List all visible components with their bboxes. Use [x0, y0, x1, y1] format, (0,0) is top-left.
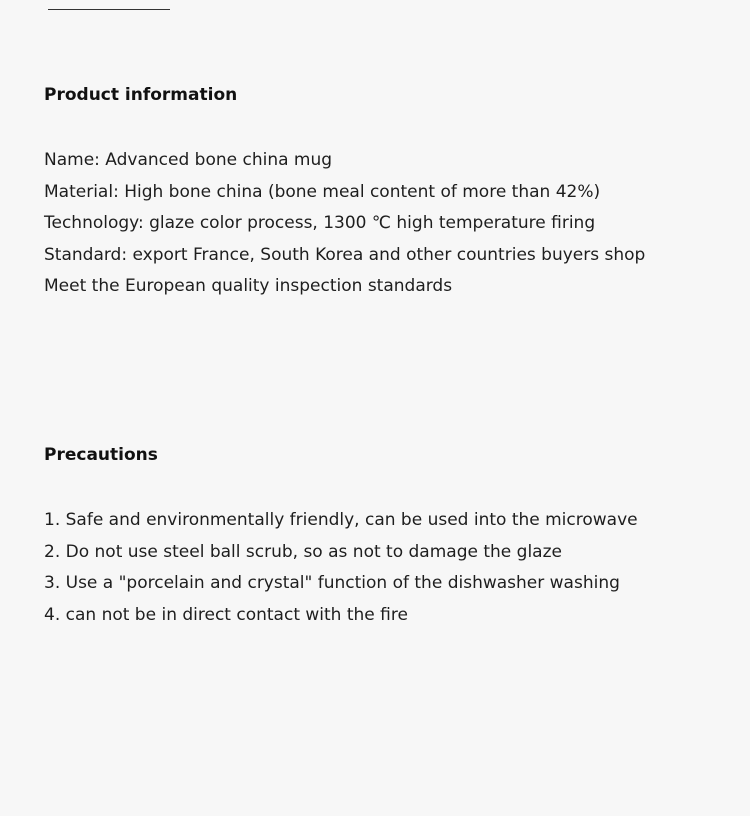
precautions-heading: Precautions	[44, 445, 158, 465]
precaution-item: 1. Safe and environmentally friendly, can be used into the microwave	[44, 510, 638, 530]
precautions-section	[44, 442, 724, 631]
precautions-list	[44, 505, 724, 631]
precaution-item: 2. Do not use steel ball scrub, so as not to damage the glaze	[44, 541, 562, 562]
product-info-line: Meet the European quality inspection standards	[44, 276, 453, 296]
product-information-list	[44, 145, 724, 303]
product-information-section	[44, 82, 724, 303]
product-information-heading: Product information	[44, 85, 238, 105]
precaution-item: 3. Use a "porcelain and crystal" function of the dishwasher washing	[44, 573, 620, 593]
product-info-line: Standard: export France, South Korea and other countries buyers shop	[44, 244, 646, 265]
product-info-line: Material: High bone china (bone meal content of more than 42%)	[44, 181, 601, 202]
precaution-item: 4. can not be in direct contact with the fire	[44, 604, 408, 625]
product-info-line: Name: Advanced bone china mug	[44, 150, 333, 170]
product-info-line: Technology: glaze color process, 1300 ℃ high temperature firing	[44, 213, 596, 233]
top-divider	[48, 9, 170, 10]
